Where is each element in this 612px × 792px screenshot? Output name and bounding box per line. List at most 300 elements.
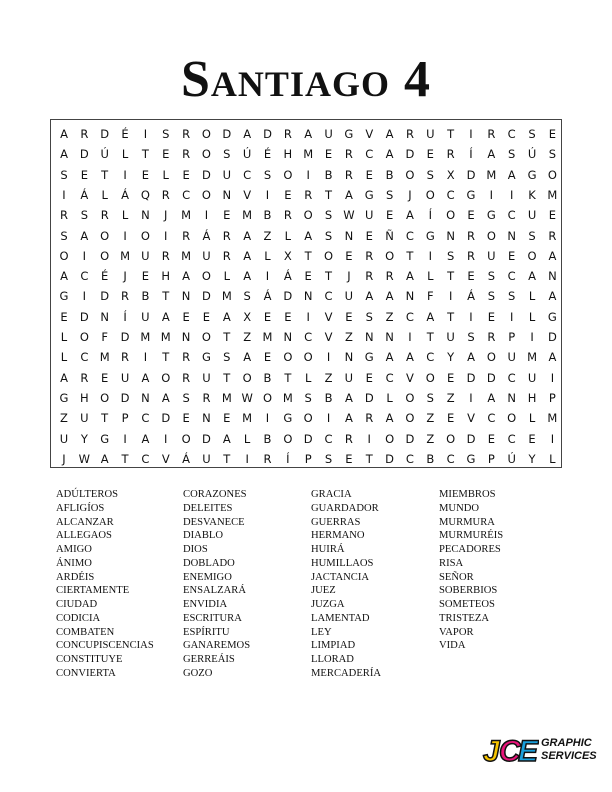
grid-letter: R: [263, 451, 272, 466]
word-list-item: DESVANECE: [183, 516, 245, 528]
grid-letter: O: [324, 248, 334, 263]
page-title: Santiago 4: [181, 51, 431, 108]
grid-letter: O: [201, 187, 211, 202]
grid-letter: R: [283, 127, 292, 141]
grid-letter: S: [548, 147, 557, 162]
grid-letter: C: [446, 451, 455, 466]
grid-letter: I: [509, 309, 514, 324]
grid-letter: D: [547, 330, 557, 344]
grid-letter: E: [365, 370, 373, 385]
grid-letter: A: [141, 431, 150, 446]
grid-row: [51, 307, 561, 327]
grid-letter: B: [324, 167, 333, 182]
grid-letter: E: [162, 147, 170, 162]
grid-letter: E: [141, 167, 150, 182]
grid-letter: R: [182, 127, 191, 141]
grid-letter: Ñ: [385, 228, 394, 243]
grid-letter: M: [486, 167, 497, 182]
grid-letter: L: [264, 248, 271, 263]
grid-letter: Y: [447, 350, 455, 365]
grid-letter: U: [344, 289, 354, 304]
grid-letter: Z: [385, 309, 394, 324]
grid-letter: A: [80, 228, 89, 243]
word-list-item: ALCANZAR: [56, 516, 114, 528]
grid-row: [51, 165, 561, 185]
grid-letter: S: [324, 228, 333, 243]
grid-row: [51, 124, 561, 144]
grid-letter: T: [141, 147, 149, 162]
word-list-item: MERCADERÍA: [311, 667, 382, 679]
grid-letter: Z: [446, 390, 455, 405]
grid-letter: D: [120, 390, 130, 405]
grid-letter: U: [202, 370, 211, 385]
grid-letter: O: [425, 370, 435, 385]
word-list-item: ENVIDIA: [183, 599, 228, 610]
grid-letter: T: [162, 350, 170, 365]
grid-letter: N: [100, 309, 109, 324]
grid-letter: S: [324, 208, 333, 223]
grid-letter: S: [60, 228, 68, 243]
grid-letter: A: [365, 289, 374, 304]
word-list-item: ESCRITURA: [183, 612, 242, 624]
word-list-item: MURMURA: [439, 516, 495, 528]
grid-letter: O: [181, 431, 191, 446]
grid-letter: L: [121, 208, 129, 223]
grid-letter: O: [385, 431, 395, 446]
grid-letter: B: [426, 451, 435, 466]
grid-letter: N: [181, 289, 191, 304]
word-list-item: AFLIGÍOS: [56, 502, 105, 514]
grid-letter: Z: [60, 411, 68, 426]
grid-letter: T: [447, 309, 455, 324]
grid-row: [51, 368, 561, 388]
grid-letter: C: [446, 187, 455, 202]
grid-letter: G: [201, 350, 211, 365]
grid-letter: E: [60, 309, 68, 324]
grid-letter: P: [548, 390, 556, 405]
grid-letter: R: [222, 228, 231, 243]
grid-letter: S: [80, 208, 88, 223]
grid-letter: E: [365, 167, 373, 182]
grid-letter: R: [344, 167, 353, 182]
word-list-item: SEÑOR: [439, 571, 474, 583]
grid-letter: Z: [324, 370, 333, 385]
grid-row: [51, 205, 561, 225]
word-list-item: COMBATEN: [56, 626, 115, 638]
grid-letter: D: [466, 431, 476, 446]
grid-letter: R: [467, 248, 475, 263]
grid-letter: V: [324, 330, 333, 344]
grid-letter: Q: [140, 187, 150, 202]
grid-row: [51, 347, 561, 367]
grid-letter: R: [161, 187, 170, 202]
grid-letter: E: [345, 451, 353, 466]
grid-letter: O: [405, 390, 415, 405]
grid-letter: L: [549, 451, 556, 466]
word-list-item: ENSALZARÁ: [183, 585, 246, 597]
word-list-item: SOMETEOS: [439, 599, 495, 610]
grid-letter: I: [469, 309, 473, 324]
grid-letter: O: [405, 411, 415, 426]
word-list: [56, 488, 576, 688]
grid-letter: A: [344, 187, 353, 202]
word-list-item: CIERTAMENTE: [56, 585, 130, 597]
grid-letter: Ú: [507, 451, 516, 466]
grid-letter: T: [447, 269, 455, 284]
grid-letter: I: [143, 127, 148, 141]
grid-letter: E: [182, 411, 190, 426]
grid-letter: S: [487, 269, 495, 284]
grid-letter: D: [405, 147, 415, 162]
word-list-item: LIMPIAD: [311, 640, 356, 652]
grid-letter: D: [222, 127, 232, 141]
grid-letter: E: [548, 127, 557, 141]
grid-letter: O: [303, 208, 313, 223]
word-list-item: ADÚLTEROS: [56, 489, 118, 500]
grid-letter: E: [548, 208, 557, 223]
grid-letter: A: [60, 127, 68, 141]
grid-letter: D: [100, 289, 110, 304]
grid-letter: C: [507, 431, 516, 446]
grid-letter: J: [62, 451, 66, 466]
grid-letter: V: [243, 187, 252, 202]
grid-letter: M: [221, 289, 232, 304]
word-list-item: TRISTEZA: [439, 612, 490, 624]
grid-letter: S: [426, 390, 434, 405]
grid-letter: H: [527, 390, 537, 405]
grid-letter: A: [243, 228, 252, 243]
grid-letter: N: [405, 289, 415, 304]
grid-letter: D: [202, 431, 211, 446]
grid-letter: I: [489, 187, 494, 202]
grid-row: [51, 246, 561, 266]
grid-letter: O: [201, 330, 211, 344]
grid-letter: I: [469, 390, 473, 405]
grid-letter: E: [467, 269, 475, 284]
grid-letter: M: [527, 350, 538, 365]
grid-letter: Í: [428, 208, 432, 223]
grid-letter: A: [100, 451, 109, 466]
grid-letter: R: [344, 147, 353, 162]
grid-letter: F: [101, 330, 108, 344]
logo-letter-e: E: [518, 735, 539, 766]
grid-letter: R: [365, 269, 374, 284]
grid-letter: C: [182, 187, 191, 202]
grid-letter: R: [548, 228, 557, 243]
grid-letter: R: [182, 350, 191, 365]
word-list-item: LAMENTAD: [311, 612, 370, 624]
grid-letter: I: [306, 167, 310, 182]
grid-letter: A: [304, 228, 313, 243]
grid-letter: A: [243, 127, 252, 141]
grid-letter: O: [507, 411, 517, 426]
grid-letter: O: [59, 248, 69, 263]
grid-letter: I: [265, 187, 270, 202]
grid-letter: Á: [121, 187, 129, 202]
grid-letter: L: [60, 350, 68, 365]
grid-letter: E: [345, 309, 353, 324]
grid-letter: E: [202, 309, 211, 324]
grid-letter: T: [223, 370, 231, 385]
grid-letter: I: [245, 451, 249, 466]
grid-letter: N: [385, 330, 394, 344]
grid-letter: O: [79, 330, 89, 344]
grid-letter: L: [60, 330, 68, 344]
word-list-item: CONSTITUYE: [56, 654, 123, 665]
grid-letter: C: [507, 370, 516, 385]
grid-letter: R: [222, 248, 231, 263]
grid-letter: O: [486, 228, 496, 243]
grid-letter: J: [123, 269, 127, 284]
grid-letter: O: [201, 127, 211, 141]
grid-letter: A: [548, 248, 557, 263]
grid-letter: T: [325, 187, 333, 202]
grid-letter: A: [528, 269, 536, 284]
word-list-item: CODICIA: [56, 612, 101, 624]
grid-letter: A: [304, 127, 313, 141]
grid-letter: G: [59, 390, 69, 405]
grid-letter: G: [466, 187, 476, 202]
grid-letter: T: [447, 127, 455, 141]
grid-letter: N: [141, 208, 150, 223]
grid-letter: P: [508, 330, 516, 344]
grid-letter: I: [164, 228, 168, 243]
grid-letter: A: [243, 269, 252, 284]
word-list-column: [183, 488, 250, 681]
grid-letter: I: [550, 370, 555, 385]
grid-letter: H: [80, 390, 89, 405]
grid-letter: S: [467, 330, 475, 344]
grid-letter: G: [486, 208, 496, 223]
word-list-item: DIABLO: [183, 530, 224, 542]
grid-letter: R: [446, 147, 455, 162]
grid-letter: T: [284, 370, 292, 385]
grid-letter: M: [547, 187, 558, 202]
grid-letter: I: [509, 187, 514, 202]
grid-letter: A: [344, 390, 353, 405]
grid-letter: I: [550, 431, 555, 446]
grid-letter: A: [60, 370, 68, 385]
grid-letter: M: [262, 330, 273, 344]
grid-letter: Á: [80, 187, 89, 202]
grid-row: [51, 286, 561, 306]
grid-letter: A: [161, 390, 170, 405]
grid-letter: M: [303, 147, 314, 162]
grid-letter: N: [181, 330, 191, 344]
word-list-item: ESPÍRITU: [183, 626, 230, 638]
grid-letter: N: [364, 330, 374, 344]
word-list-item: LEY: [311, 626, 332, 638]
grid-letter: A: [507, 167, 516, 182]
grid-letter: A: [385, 289, 394, 304]
grid-letter: C: [405, 228, 414, 243]
word-list-item: GANAREMOS: [183, 640, 251, 652]
grid-letter: M: [242, 208, 253, 223]
grid-letter: G: [100, 431, 110, 446]
grid-letter: E: [447, 411, 455, 426]
grid-letter: R: [121, 350, 130, 365]
grid-letter: E: [528, 431, 536, 446]
grid-letter: W: [241, 390, 253, 405]
word-list-column: [56, 488, 154, 681]
grid-letter: A: [60, 269, 68, 284]
grid-letter: U: [202, 451, 211, 466]
grid-letter: E: [101, 370, 109, 385]
grid-letter: N: [283, 330, 293, 344]
word-list-item: CORAZONES: [183, 489, 247, 500]
grid-letter: U: [426, 127, 435, 141]
grid-letter: I: [408, 330, 412, 344]
word-list-item: LLORAD: [311, 654, 354, 665]
grid-letter: C: [141, 451, 150, 466]
grid-letter: O: [100, 248, 110, 263]
grid-letter: C: [507, 127, 516, 141]
grid-letter: V: [406, 370, 414, 385]
word-list-item: CONVIERTA: [56, 667, 116, 679]
grid-letter: U: [120, 370, 130, 385]
grid-letter: D: [263, 127, 272, 141]
grid-letter: E: [345, 248, 353, 263]
grid-letter: E: [487, 431, 495, 446]
word-list-item: MURMURÉIS: [439, 530, 504, 542]
grid-letter: Í: [123, 309, 127, 324]
grid-letter: I: [123, 431, 127, 446]
grid-letter: S: [508, 147, 516, 162]
grid-letter: I: [164, 431, 168, 446]
grid-letter: T: [121, 451, 129, 466]
grid-letter: D: [466, 370, 476, 385]
grid-row: [51, 266, 561, 286]
grid-letter: U: [507, 350, 516, 365]
grid-letter: R: [80, 127, 89, 141]
grid-letter: I: [469, 127, 473, 141]
grid-letter: O: [201, 269, 211, 284]
word-list-item: ALLEGAOS: [56, 530, 112, 542]
grid-letter: L: [162, 167, 169, 182]
word-list-item: CONCUPISCENCIAS: [56, 640, 154, 652]
word-list-item: HUMILLAOS: [311, 557, 374, 569]
grid-letter: O: [446, 431, 456, 446]
grid-letter: M: [140, 330, 151, 344]
grid-letter: E: [223, 411, 231, 426]
grid-letter: E: [385, 208, 394, 223]
grid-letter: N: [303, 289, 313, 304]
word-list-item: MUNDO: [439, 502, 480, 514]
grid-letter: B: [385, 167, 394, 182]
word-list-item: DIOS: [183, 544, 208, 555]
grid-letter: D: [303, 431, 313, 446]
grid-letter: E: [182, 167, 190, 182]
grid-letter: O: [425, 187, 435, 202]
logo-letter-j: J: [483, 735, 500, 766]
grid-letter: C: [365, 147, 374, 162]
grid-letter: M: [547, 411, 558, 426]
grid-letter: A: [182, 269, 191, 284]
grid-letter: Á: [182, 451, 191, 466]
grid-letter: E: [284, 187, 292, 202]
grid-letter: L: [528, 309, 536, 324]
grid-letter: Á: [202, 228, 211, 243]
grid-letter: D: [466, 167, 476, 182]
grid-letter: A: [385, 350, 394, 365]
grid-letter: É: [121, 127, 129, 141]
grid-row: [51, 408, 561, 428]
grid-letter: É: [101, 269, 109, 284]
grid-letter: E: [263, 309, 272, 324]
grid-letter: S: [263, 167, 272, 182]
grid-letter: H: [283, 147, 293, 162]
grid-letter: N: [344, 228, 354, 243]
grid-letter: O: [547, 167, 557, 182]
grid-letter: U: [59, 431, 69, 446]
grid-letter: D: [283, 289, 293, 304]
grid-letter: R: [365, 411, 374, 426]
grid-letter: O: [405, 167, 415, 182]
grid-letter: T: [365, 451, 373, 466]
word-list-item: JUEZ: [311, 585, 336, 597]
word-list-item: DOBLADO: [183, 557, 235, 569]
grid-letter: P: [121, 411, 129, 426]
grid-letter: E: [467, 208, 475, 223]
grid-letter: O: [283, 350, 293, 365]
grid-letter: O: [100, 390, 110, 405]
grid-letter: S: [487, 289, 495, 304]
grid-letter: O: [262, 390, 273, 405]
grid-letter: V: [467, 411, 475, 426]
grid-letter: D: [385, 451, 395, 466]
grid-letter: L: [243, 431, 251, 446]
grid-letter: G: [344, 127, 354, 141]
grid-letter: O: [486, 350, 496, 365]
grid-letter: Ú: [527, 147, 537, 162]
grid-letter: R: [100, 208, 109, 223]
grid-letter: I: [326, 350, 331, 365]
grid-letter: R: [182, 147, 191, 162]
grid-letter: M: [99, 350, 110, 365]
grid-letter: Z: [426, 411, 435, 426]
grid-letter: U: [324, 127, 333, 141]
grid-letter: R: [487, 330, 496, 344]
word-list-item: PECADORES: [439, 544, 501, 555]
word-list-item: CIUDAD: [56, 599, 98, 610]
grid-letter: Ú: [100, 147, 109, 162]
grid-letter: A: [385, 411, 394, 426]
grid-letter: U: [365, 208, 374, 223]
grid-letter: N: [507, 228, 516, 243]
word-list-item: VAPOR: [439, 626, 474, 638]
grid-letter: D: [486, 370, 496, 385]
grid-letter: A: [222, 309, 231, 324]
grid-letter: N: [202, 411, 211, 426]
grid-letter: X: [283, 248, 292, 263]
grid-letter: I: [306, 309, 310, 324]
grid-letter: D: [100, 127, 110, 141]
word-list-item: GOZO: [183, 667, 213, 679]
grid-letter: E: [304, 269, 312, 284]
grid-letter: L: [386, 390, 393, 405]
grid-letter: M: [160, 330, 171, 344]
grid-letter: R: [487, 127, 496, 141]
grid-letter: J: [164, 208, 168, 223]
grid-letter: D: [120, 330, 130, 344]
grid-letter: I: [367, 431, 371, 446]
grid-letter: I: [123, 167, 127, 182]
grid-letter: D: [202, 289, 211, 304]
grid-letter: L: [304, 370, 312, 385]
grid-letter: O: [283, 167, 293, 182]
word-list-item: AMIGO: [56, 544, 92, 555]
grid-letter: T: [101, 411, 109, 426]
